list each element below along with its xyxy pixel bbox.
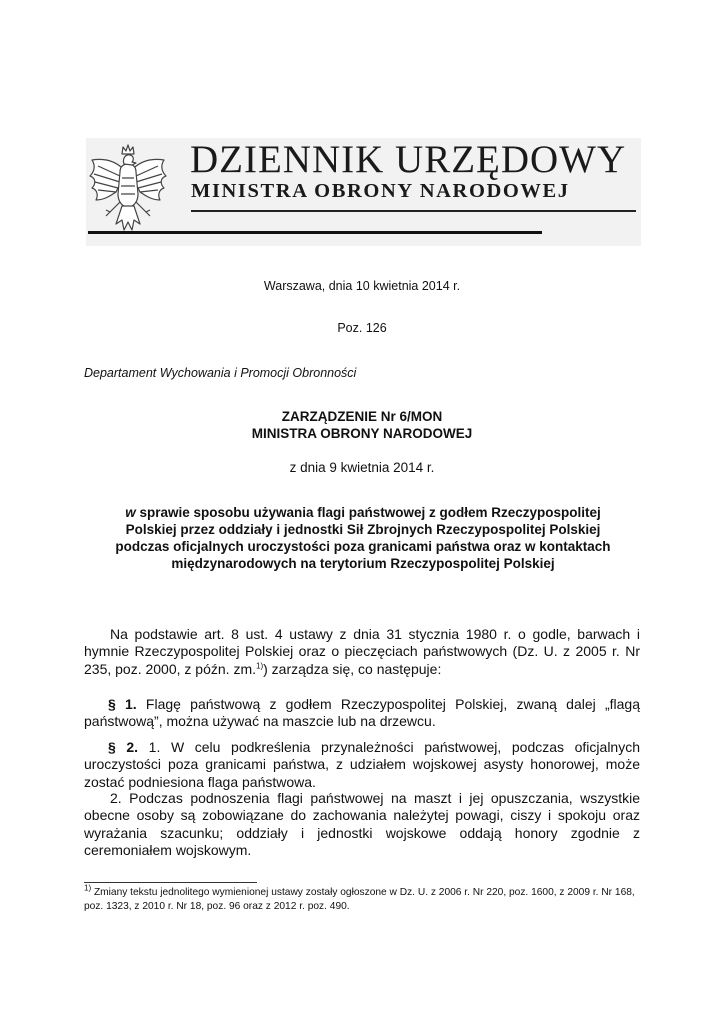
footnote-divider: [84, 882, 257, 883]
footnote-ref: 1): [256, 660, 264, 670]
place-date: Warszawa, dnia 10 kwietnia 2014 r.: [263, 279, 461, 293]
journal-subtitle: MINISTRA OBRONY NARODOWEJ: [191, 180, 570, 202]
preamble-text: Na podstawie art. 8 ust. 4 ustawy z dnia 31 stycznia 1980 r. o godle, barwach i hymnie Rzeczypospolitej Polskiej oraz o pieczęciach państwowych (Dz. U. z 2005 r. Nr 235, poz. 2000, z późn. zm.: [84, 626, 640, 677]
masthead: [86, 138, 641, 246]
subject-prefix: w: [125, 505, 136, 520]
section-2-label: § 2.: [108, 739, 139, 755]
masthead-underline: [88, 231, 542, 234]
preamble: [84, 626, 640, 678]
order-subject: [100, 504, 626, 572]
footnote: [84, 883, 640, 914]
section-1-text: Flagę państwową z godłem Rzeczypospolitej Polskiej, zwaną dalej „flagą państwową”, można używać na maszcie lub na drzewcu.: [84, 696, 641, 730]
journal-title: DZIENNIK URZĘDOWY: [190, 138, 627, 181]
subject-text: sprawie sposobu używania flagi państwowej z godłem Rzeczypospolitej Polskiej przez oddziały i jednostki Sił Zbrojnych Rzeczypospolitej Polskiej podczas oficjalnych uroczystości poza granicami państwa oraz w kontaktach międzynarodowych na terytorium Rzeczypospolitej Polskiej: [115, 505, 611, 571]
order-issuer: MINISTRA OBRONY NARODOWEJ: [251, 426, 473, 441]
section-1-label: § 1.: [108, 696, 137, 712]
order-title: ZARZĄDZENIE Nr 6/MON: [281, 409, 443, 424]
section-2-para-2: 2. Podczas podnoszenia flagi państwowej na maszt i jej opuszczania, wszystkie obecne osoby są zobowiązane do zachowania należytej powagi, ciszy i spokoju oraz wyrażania szacunku; oddziały i jednostki wojskowe oddają honory zgodnie z ceremoniałem wojskowym.: [84, 790, 640, 858]
department: Departament Wychowania i Promocji Obronności: [84, 366, 357, 380]
position-number: Poz. 126: [337, 321, 387, 335]
footnote-text: Zmiany tekstu jednolitego wymienionej ustawy zostały ogłoszone w Dz. U. z 2006 r. Nr 220, poz. 1600, z 2009 r. Nr 168, poz. 1323, z 2010 r. Nr 18, poz. 96 oraz z 2012 r. poz. 490.: [84, 887, 635, 912]
masthead-divider: [191, 210, 636, 212]
footnote-marker: 1): [84, 883, 92, 893]
polish-eagle-emblem-icon: [86, 142, 170, 238]
preamble-ending: ) zarządza się, co następuje:: [263, 660, 442, 677]
section-1: [84, 696, 640, 731]
order-date: z dnia 9 kwietnia 2014 r.: [289, 460, 435, 475]
section-2-text-1: 1. W celu podkreślenia przynależności państwowej, podczas oficjalnych uroczystości poza granicami państwa, z udziałem wojskowej asysty honorowej, może zostać podniesiona flaga państwowa.: [84, 739, 640, 790]
section-2-para-1: [84, 739, 640, 791]
